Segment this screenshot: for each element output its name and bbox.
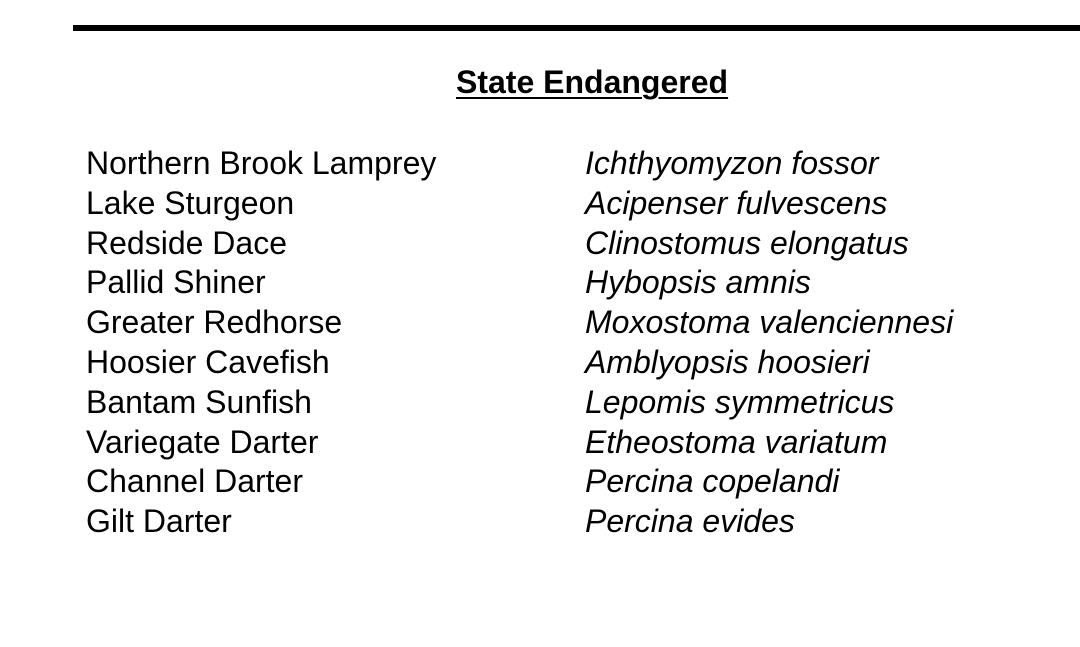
common-name: Gilt Darter bbox=[86, 503, 232, 540]
scientific-name: Etheostoma variatum bbox=[585, 423, 888, 460]
species-row bbox=[86, 343, 1046, 383]
species-row bbox=[86, 502, 1046, 542]
species-row bbox=[86, 462, 1046, 502]
common-name: Pallid Shiner bbox=[86, 264, 266, 301]
species-row bbox=[86, 144, 1046, 184]
species-row bbox=[86, 423, 1046, 463]
scientific-name: Moxostoma valenciennesi bbox=[585, 304, 954, 341]
scientific-name: Percina copelandi bbox=[585, 463, 840, 500]
top-horizontal-rule bbox=[73, 25, 1080, 31]
scientific-name: Hybopsis amnis bbox=[585, 264, 811, 301]
common-name: Hoosier Cavefish bbox=[86, 343, 330, 380]
species-row bbox=[86, 263, 1046, 303]
common-name: Bantam Sunfish bbox=[86, 383, 312, 420]
species-row bbox=[86, 224, 1046, 264]
species-row bbox=[86, 303, 1046, 343]
common-name: Northern Brook Lamprey bbox=[86, 145, 437, 181]
common-name: Lake Sturgeon bbox=[86, 184, 295, 221]
scientific-name: Acipenser fulvescens bbox=[585, 184, 888, 221]
section-heading: State Endangered bbox=[456, 64, 729, 100]
species-row bbox=[86, 184, 1046, 224]
scientific-name: Lepomis symmetricus bbox=[585, 383, 895, 420]
common-name: Variegate Darter bbox=[86, 423, 319, 460]
scientific-name: Clinostomus elongatus bbox=[585, 224, 909, 261]
common-name: Channel Darter bbox=[86, 463, 303, 500]
species-row bbox=[86, 383, 1046, 423]
common-name: Greater Redhorse bbox=[86, 304, 343, 341]
scientific-name: Ichthyomyzon fossor bbox=[585, 145, 879, 181]
species-list bbox=[86, 144, 1046, 542]
common-name: Redside Dace bbox=[86, 224, 287, 261]
scientific-name: Percina evides bbox=[585, 503, 795, 540]
scientific-name: Amblyopsis hoosieri bbox=[585, 343, 870, 380]
